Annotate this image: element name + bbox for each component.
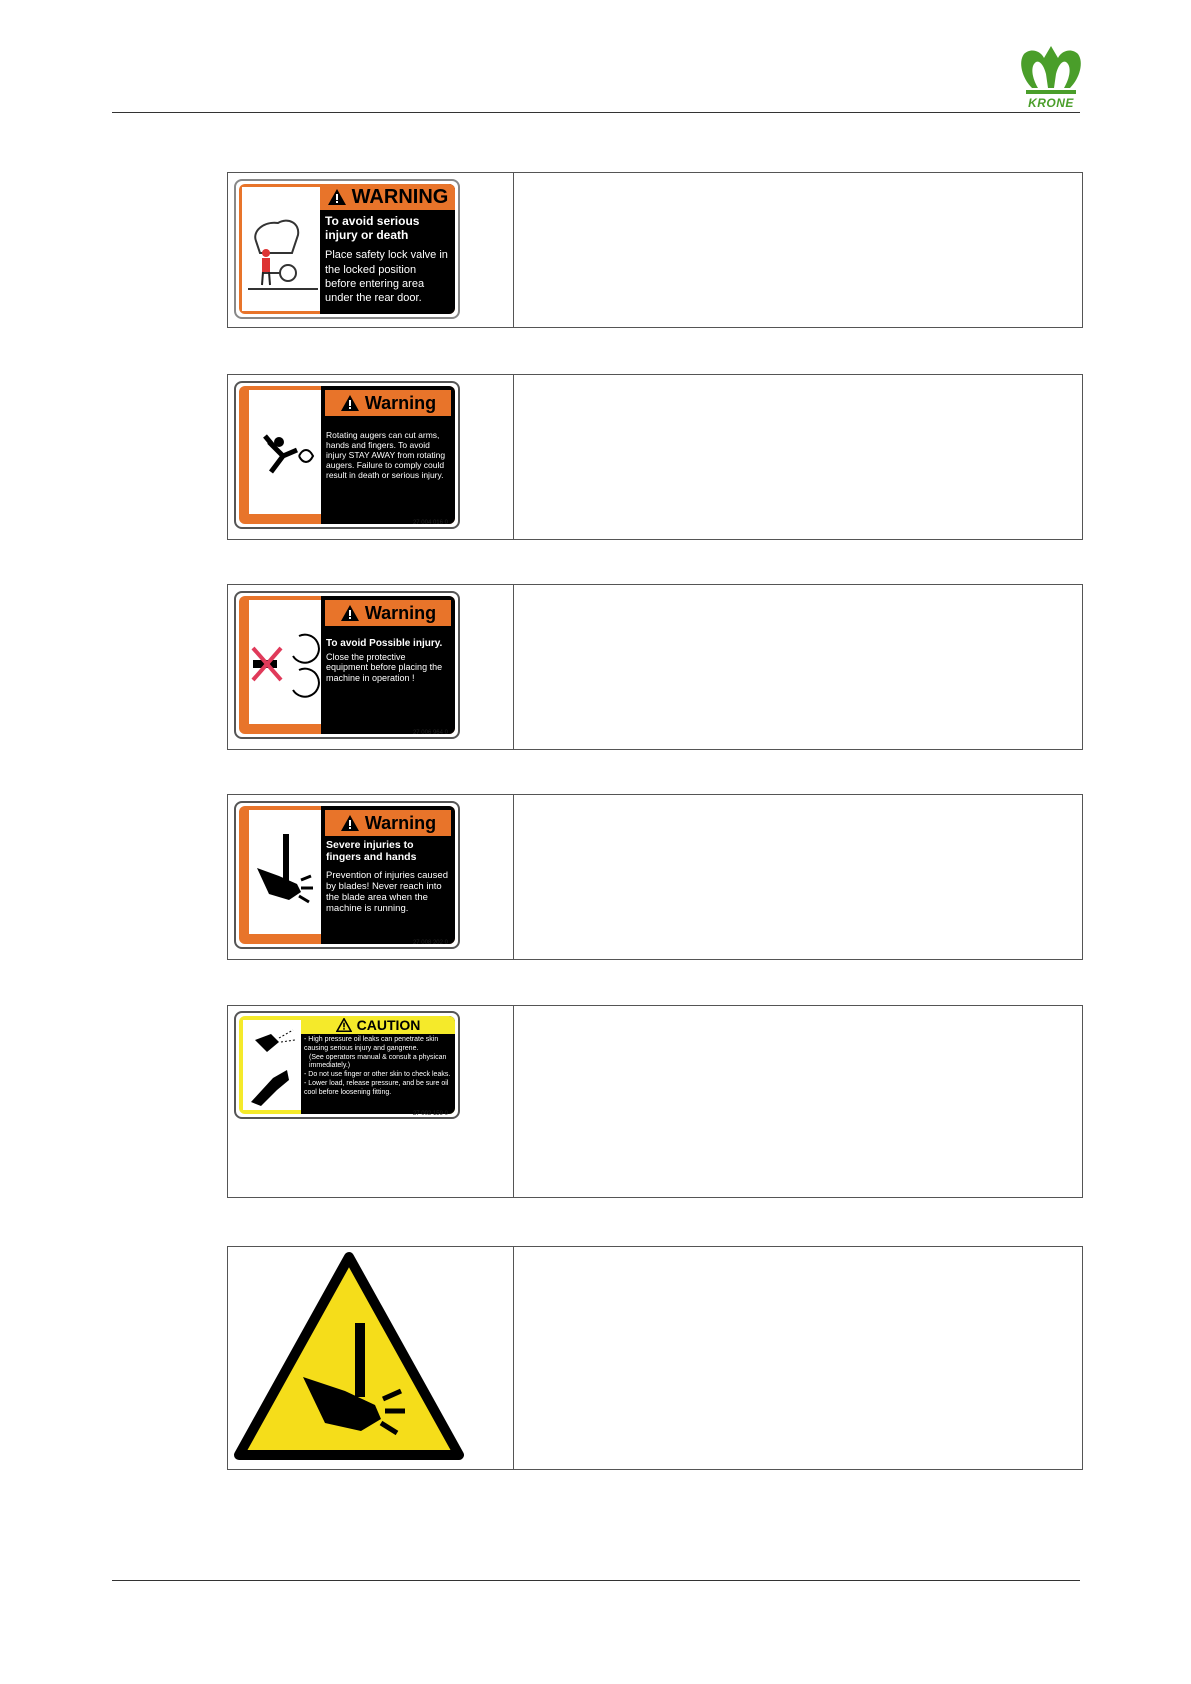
caution-triangle-icon — [336, 1018, 352, 1032]
sign-row-4 — [227, 794, 1083, 960]
label-text-panel — [321, 596, 455, 734]
label-body-line-4: - Lower load, release pressure, and be sure oil cool before loosening fitting. — [304, 1079, 449, 1096]
label-body: Prevention of injuries caused by blades! Never reach into the blade area when the machine is running. — [326, 869, 448, 915]
auger-hazard-icon — [249, 390, 321, 518]
part-number: 27 006 964 0 — [412, 730, 448, 736]
sign-image-cell — [228, 585, 514, 749]
label-body-line-1: - High pressure oil leaks can penetrate skin causing serious injury and gangrene. — [304, 1036, 439, 1052]
baler-rear-door-pictogram — [242, 187, 320, 311]
warning-label-rear-door — [234, 179, 460, 319]
part-number: 27 004 016 0 — [412, 520, 448, 526]
label-text-panel — [321, 386, 455, 524]
rotating-parts-icon — [249, 600, 321, 728]
rear-door-icon — [242, 187, 320, 314]
hydraulic-leak-pictogram — [243, 1020, 301, 1110]
part-number: 27 008 202 0 — [412, 940, 448, 946]
label-heading: Warning — [364, 392, 437, 413]
label-heading: Warning — [364, 812, 437, 833]
warning-label-protective-equipment — [234, 591, 460, 739]
sign-row-6 — [227, 1246, 1083, 1470]
warning-label-blades — [234, 801, 460, 949]
label-body-line-2: (See operators manual & consult a physican immediately.) — [309, 1053, 447, 1070]
sign-image-cell — [228, 795, 514, 959]
sign-description-cell — [514, 173, 1082, 327]
sign-description-cell — [514, 585, 1082, 749]
warning-triangle-icon — [340, 394, 360, 412]
sign-image-cell — [228, 1247, 514, 1469]
cutting-hazard-triangle-icon — [233, 1251, 465, 1463]
footer-rule — [112, 1580, 1080, 1581]
krone-logo-text: KRONE — [1028, 96, 1074, 110]
label-heading: Warning — [364, 602, 437, 623]
sign-description-cell — [514, 1006, 1082, 1197]
label-body: Rotating augers can cut arms, hands and fingers. To avoid injury STAY AWAY from rotating augers. Failure to comply could result in death or serious injury. — [326, 430, 446, 481]
krone-crown-icon — [1018, 44, 1084, 96]
sign-row-5 — [227, 1005, 1083, 1198]
label-heading: CAUTION — [356, 1017, 421, 1033]
label-text-panel — [320, 184, 455, 314]
blade-hand-icon — [249, 810, 321, 938]
hydraulic-leak-icon — [243, 1020, 301, 1114]
warning-triangle-icon — [327, 188, 347, 206]
sign-image-cell — [228, 375, 514, 539]
sign-description-cell — [514, 795, 1082, 959]
label-body: Place safety lock valve in the locked position before entering area under the rear door. — [325, 249, 448, 305]
warning-triangle-icon — [340, 604, 360, 622]
krone-logo — [1018, 44, 1084, 110]
label-text-panel — [321, 806, 455, 944]
label-body-line-3: - Do not use finger or other skin to check leaks. — [304, 1071, 451, 1078]
warning-triangle-icon — [340, 814, 360, 832]
label-text-panel — [301, 1016, 455, 1114]
warning-label-augers — [234, 381, 460, 529]
sign-row-1 — [227, 172, 1083, 328]
header-rule — [112, 112, 1080, 113]
label-title: To avoid Possible injury. — [326, 638, 443, 649]
sign-row-3 — [227, 584, 1083, 750]
sign-description-cell — [514, 375, 1082, 539]
blade-hand-pictogram — [249, 810, 321, 934]
sign-description-cell — [514, 1247, 1082, 1469]
sign-row-2 — [227, 374, 1083, 540]
label-title: Severe injuries to fingers and hands — [326, 839, 417, 864]
auger-hazard-pictogram — [249, 390, 321, 514]
sign-image-cell — [228, 173, 514, 327]
caution-label-hydraulic-oil — [234, 1011, 460, 1119]
label-body: Close the protective equipment before placing the machine in operation ! — [326, 651, 443, 684]
label-heading: WARNING — [351, 185, 449, 208]
label-title: To avoid serious injury or death — [325, 214, 420, 243]
part-number: 27 002 159 0 — [412, 1111, 448, 1117]
sign-image-cell — [228, 1006, 514, 1197]
rotating-parts-pictogram — [249, 600, 321, 724]
